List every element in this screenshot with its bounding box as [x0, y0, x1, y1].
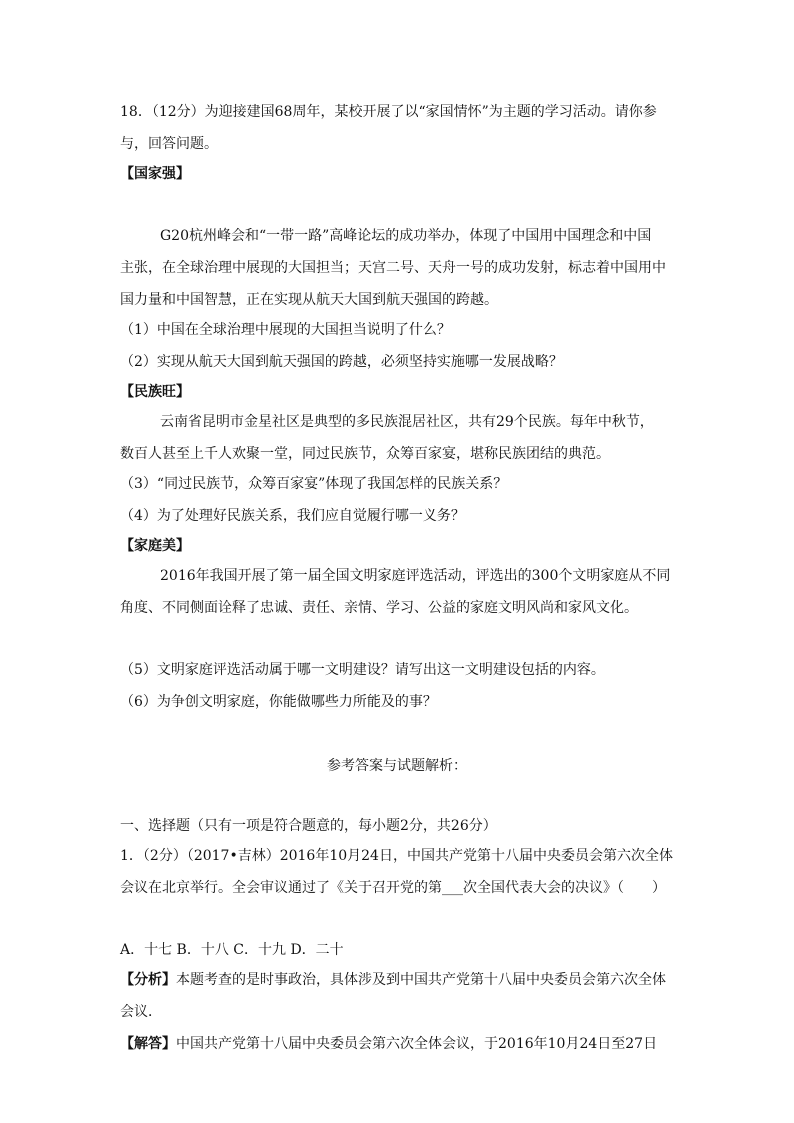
solution-text: 中国共产党第十八届中央委员会第六次全体会议，于2016年10月24日至27日 [176, 1036, 658, 1052]
solution-line1 [120, 1034, 657, 1054]
question-4: （4）为了处理好民族关系，我们应自觉履行哪一义务？ [120, 508, 465, 524]
section3-para-line1: 2016年我国开展了第一届全国文明家庭评选活动，评选出的300个文明家庭从不同 [160, 568, 671, 584]
analysis-text: 本题考查的是时事政治，具体涉及到中国共产党第十八届中央委员会第六次全体 [176, 972, 666, 988]
section-heading-family: 【家庭美】 [120, 538, 190, 554]
section2-para-line1: 云南省昆明市金星社区是典型的多民族混居社区，共有29个民族。每年中秋节， [160, 414, 654, 430]
part1-heading: 一、选择题（只有一项是符合题意的，每小题2分，共26分） [120, 818, 497, 834]
analysis-line1 [120, 970, 666, 990]
section-heading-nation: 【民族旺】 [120, 384, 190, 400]
answer-q1-line2: 会议在北京举行。全会审议通过了《关于召开党的第___次全国代表大会的决议》（ ） [120, 880, 666, 896]
q18-intro-line2: 与，回答问题。 [120, 136, 218, 152]
solution-label: 【解答】 [120, 1036, 176, 1052]
question-2: （2）实现从航天大国到航天强国的跨越，必须坚持实施哪一发展战略？ [120, 354, 563, 370]
answers-title: 参考答案与试题解析： [327, 758, 467, 774]
section-heading-country: 【国家强】 [120, 166, 190, 182]
section1-para-line1: G20杭州峰会和“一带一路”高峰论坛的成功举办，体现了中国用中国理念和中国 [160, 228, 652, 244]
question-1: （1）中国在全球治理中展现的大国担当说明了什么？ [120, 322, 451, 338]
analysis-line2: 会议． [120, 1004, 162, 1020]
question-5: （5）文明家庭评选活动属于哪一文明建设？请写出这一文明建设包括的内容。 [120, 662, 605, 678]
section1-para-line2: 主张，在全球治理中展现的大国担当；天宫二号、天舟一号的成功发射，标志着中国用中 [120, 260, 666, 276]
question-3: （3）“同过民族节，众筹百家宴”体现了我国怎样的民族关系？ [120, 476, 508, 492]
question-6: （6）为争创文明家庭，你能做哪些力所能及的事？ [120, 694, 437, 710]
answer-q1-line1: 1．（2分）（2017•吉林）2016年10月24日，中国共产党第十八届中央委员会第六次全体 [120, 848, 673, 864]
q18-intro-line1: 18．（12分）为迎接建国68周年，某校开展了以“家国情怀”为主题的学习活动。请你参 [120, 104, 657, 120]
section2-para-line2: 数百人甚至上千人欢聚一堂，同过民族节，众筹百家宴，堪称民族团结的典范。 [120, 446, 610, 462]
section3-para-line2: 角度、不同侧面诠释了忠诚、责任、亲情、学习、公益的家庭文明风尚和家风文化。 [120, 600, 638, 616]
section1-para-line3: 国力量和中国智慧，正在实现从航天大国到航天强国的跨越。 [120, 292, 498, 308]
answer-options: A．十七 B．十八 C．十九 D．二十 [120, 942, 344, 958]
analysis-label: 【分析】 [120, 972, 176, 988]
